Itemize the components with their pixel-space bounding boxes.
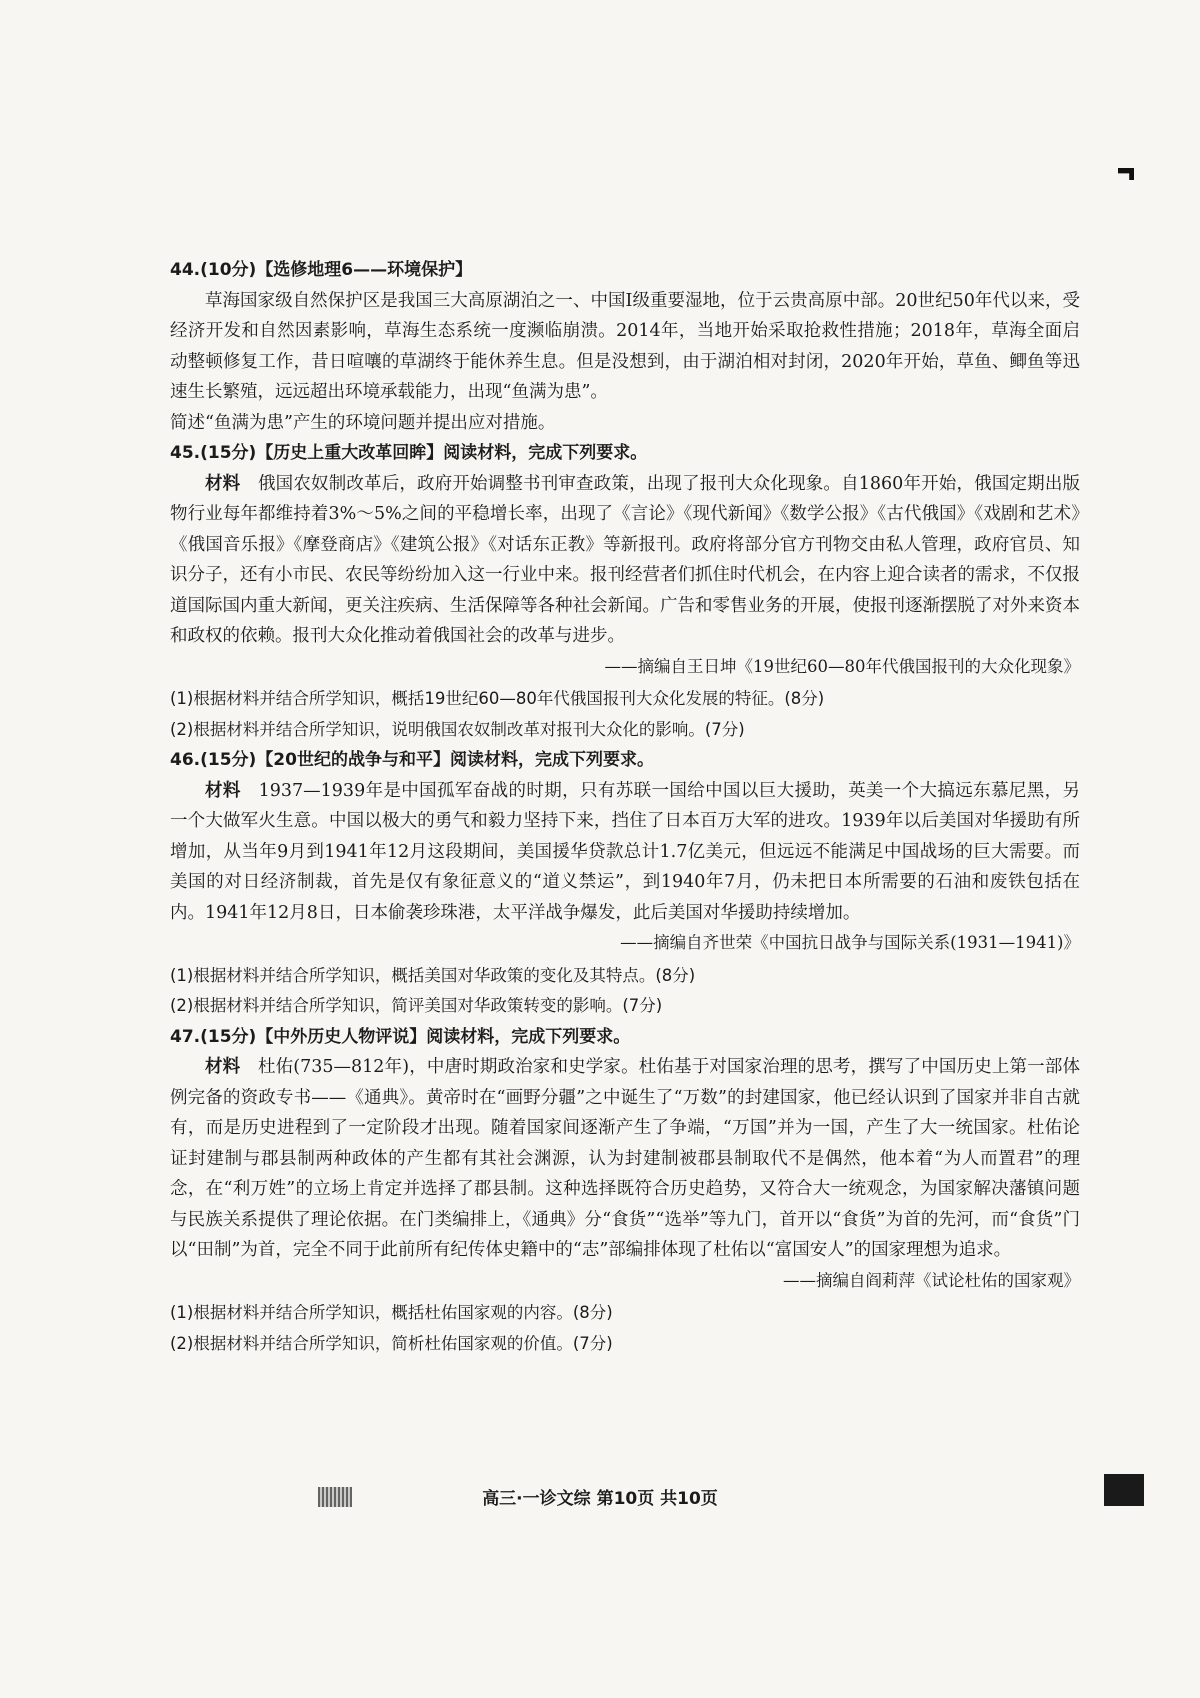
q44-material: 草海国家级自然保护区是我国三大高原湖泊之一、中国Ⅰ级重要湿地，位于云贵高原中部。20世纪50年代以来，受经济开发和自然因素影响，草海生态系统一度濒临崩溃。2014年，当地开始采取抢救性措施；2018年，草海全面启动整顿修复工作，昔日喧嚷的草湖终于能休养生息。但是没想到，由于湖泊相对封闭，2020年开始，草鱼、鲫鱼等迅速生长繁殖，远远超出环境承载能力，出现“鱼满为患”。 (170, 290, 1080, 402)
q47-material-text: 杜佑(735—812年)，中唐时期政治家和史学家。杜佑基于对国家治理的思考，撰写了中国历史上第一部体例完备的资政专书——《通典》。黄帝时在“画野分疆”之中诞生了“万数”的封建国家，他已经认识到了国家并非自古就有，而是历史进程到了一定阶段才出现。随着国家间逐渐产生了争端，“万国”并为一国，产生了大一统国家。杜佑论证封建制与郡县制两种政体的产生都有其社会渊源，认为封建制被郡县制取代不是偶然，他本着“为人而置君”的理念，在“利万姓”的立场上肯定并选择了郡县制。这种选择既符合历史趋势，又符合大一统观念，为国家解决藩镇问题与民族关系提供了理论依据。在门类编排上，《通典》分“食货”“选举”等九门，首开以“食货”为首的先河，而“食货”门以“田制”为首，完全不同于此前所有纪传体史籍中的“志”部编排体现了杜佑以“富国安人”的国家理想为追求。 (170, 1057, 1080, 1260)
q46-material-text: 1937—1939年是中国孤军奋战的时期，只有苏联一国给中国以巨大援助，英美一个大搞远东慕尼黑，另一个大做军火生意。中国以极大的勇气和毅力坚持下来，挡住了日本百万大军的进攻。1939年以后美国对华援助有所增加，从当年9月到1941年12月这段期间，美国援华贷款总计1.7亿美元，但远远不能满足中国战场的巨大需要。而美国的对日经济制裁，首先是仅有象征意义的“道义禁运”，到1940年7月，仍未把日本所需要的石油和废铁包括在内。1941年12月8日，日本偷袭珍珠港，太平洋战争爆发，此后美国对华援助持续增加。 (170, 780, 1081, 923)
q46-material-label: 材料 (205, 780, 241, 801)
page-footer: 高三·一诊文综 第10页 共10页 (482, 1489, 718, 1509)
q45-subquestion-2: (2)根据材料并结合所学知识，说明俄国农奴制改革对报刊大众化的影响。(7分) (170, 719, 745, 739)
q47-subquestion-1: (1)根据材料并结合所学知识，概括杜佑国家观的内容。(8分) (170, 1303, 613, 1322)
q45-heading: 45.(15分)【历史上重大改革回眸】阅读材料，完成下列要求。 (170, 443, 648, 463)
q47-source: ——摘编自阎莉萍《试论杜佑的国家观》 (783, 1270, 1080, 1290)
q45-material-label: 材料 (205, 473, 241, 494)
q47-heading: 47.(15分)【中外历史人物评说】阅读材料，完成下列要求。 (170, 1026, 631, 1047)
q45-material-text: 俄国农奴制改革后，政府开始调整书刊审查政策，出现了报刊大众化现象。自1860年开始，俄国定期出版物行业每年都维持着3%～5%之间的平稳增长率，出现了《言论》《现代新闻》《数学公报》《古代俄国》《戏剧和艺术》《俄国音乐报》《摩登商店》《建筑公报》《对话东正教》等新报刊。政府将部分官方刊物交由私人管理，政府官员、知识分子，还有小市民、农民等纷纷加入这一行业中来。报刊经营者们抓住时代机会，在内容上迎合读者的需求，不仅报道国际国内重大新闻，更关注疾病、生活保障等各种社会新闻。广告和零售业务的开展，使报刊逐渐摆脱了对外来资本和政权的依赖。报刊大众化推动着俄国社会的改革与进步。 (170, 473, 1080, 646)
scan-corner-mark (1118, 168, 1134, 180)
q46-source: ——摘编自齐世荣《中国抗日战争与国际关系(1931—1941)》 (620, 933, 1080, 952)
q47-subquestion-2: (2)根据材料并结合所学知识，简析杜佑国家观的价值。(7分) (170, 1333, 613, 1353)
q46-material (170, 776, 1080, 929)
q44-question: 简述“鱼满为患”产生的环境问题并提出应对措施。 (170, 412, 556, 433)
q46-subquestion-1: (1)根据材料并结合所学知识，概括美国对华政策的变化及其特点。(8分) (170, 965, 696, 985)
q46-subquestion-2: (2)根据材料并结合所学知识，简评美国对华政策转变的影响。(7分) (170, 996, 663, 1015)
exam-page-content (170, 255, 1080, 1359)
q46-heading: 46.(15分)【20世纪的战争与和平】阅读材料，完成下列要求。 (170, 750, 654, 770)
footer-black-mark (1104, 1474, 1144, 1506)
q45-material (170, 469, 1080, 652)
q47-material-label: 材料 (205, 1057, 241, 1077)
q47-material (170, 1052, 1080, 1266)
q45-subquestion-1: (1)根据材料并结合所学知识，概括19世纪60—80年代俄国报刊大众化发展的特征。(8分) (170, 689, 825, 708)
q45-source: ——摘编自王日坤《19世纪60—80年代俄国报刊的大众化现象》 (604, 656, 1080, 676)
q44-heading: 44.(10分)【选修地理6——环境保护】 (170, 260, 473, 280)
